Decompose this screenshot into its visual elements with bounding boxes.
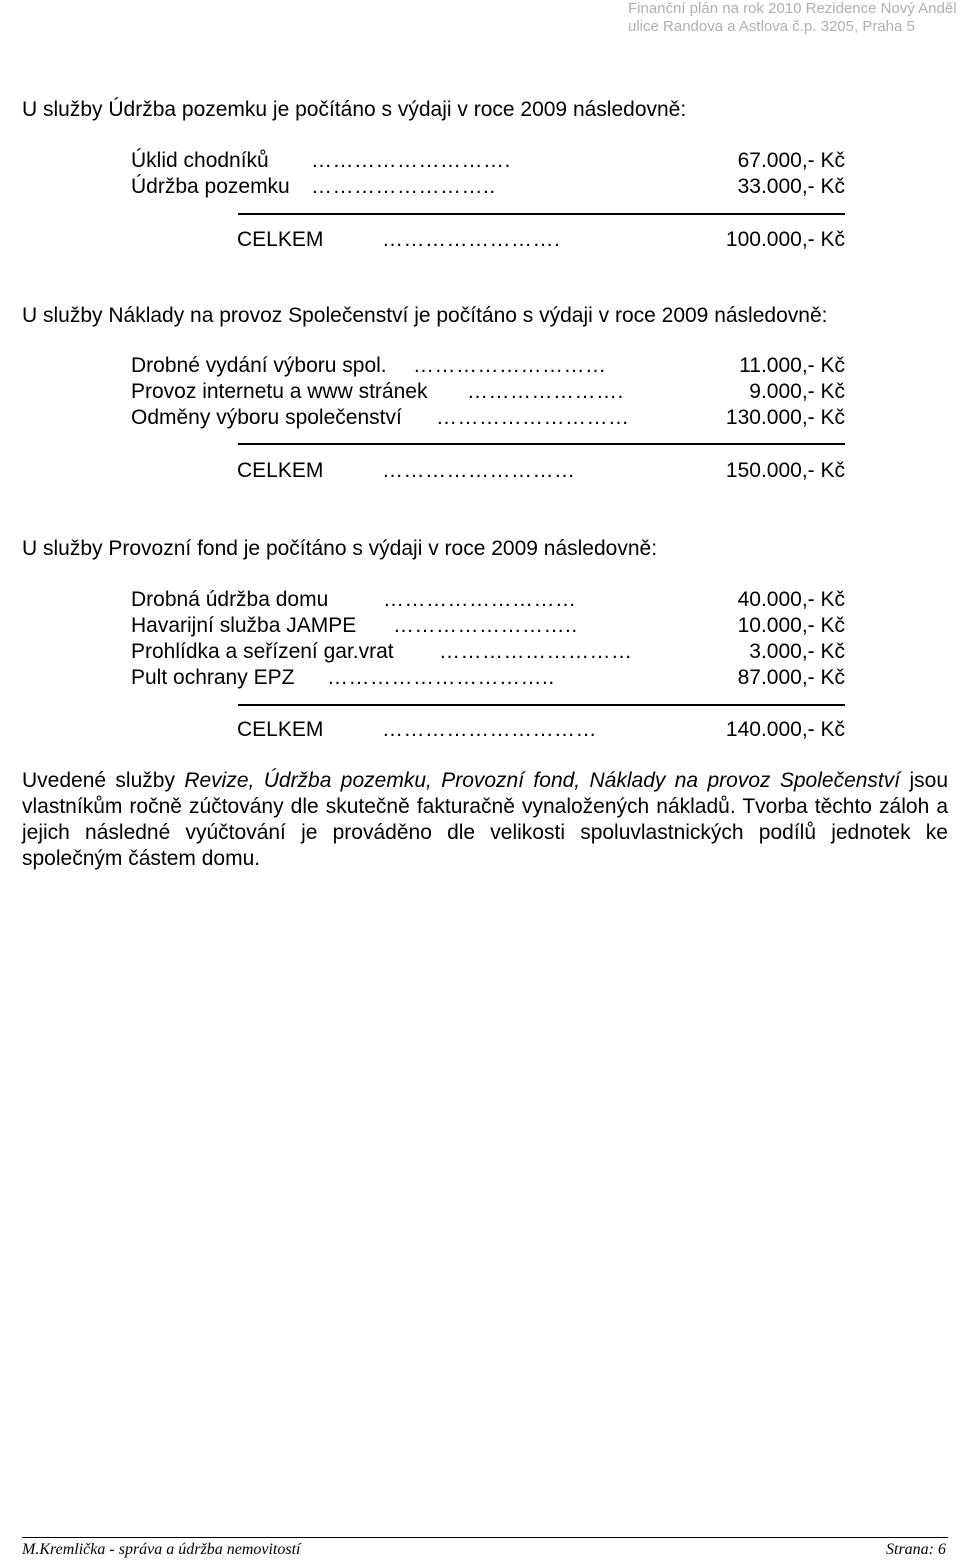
item-label: Údržba pozemku — [131, 175, 290, 198]
leader-dots: ……………………… — [436, 406, 630, 429]
item-value: 9.000,- Kč — [749, 380, 845, 403]
total-label: CELKEM — [237, 228, 324, 251]
line-item — [131, 353, 845, 379]
page-number: Strana: 6 — [886, 1541, 946, 1558]
item-label: Úklid chodníků — [131, 149, 269, 172]
leader-dots: ……………………… — [382, 459, 576, 482]
leader-dots: …………………. — [467, 380, 624, 403]
header-title: Finanční plán na rok 2010 Rezidence Nový Anděl — [628, 0, 957, 17]
item-label: Pult ochrany EPZ — [131, 666, 295, 689]
item-value: 40.000,- Kč — [737, 588, 845, 611]
leader-dots: ………………………….. — [327, 666, 555, 689]
item-value: 130.000,- Kč — [725, 406, 845, 429]
summary-paragraph — [22, 768, 948, 872]
item-label: Provoz internetu a www stránek — [131, 380, 428, 403]
line-item — [131, 379, 845, 405]
header-address: ulice Randova a Astlova č.p. 3205, Praha 5 — [628, 18, 915, 35]
paragraph-services-list: Revize, Údržba pozemku, Provozní fond, Náklady na provoz Společenství — [184, 769, 901, 792]
sum-rule — [238, 704, 845, 706]
paragraph-intro: Uvedené služby — [22, 769, 185, 792]
paragraph-body: jsou vlastníkům ročně zúčtovány dle skutečně fakturačně vynaložených nákladů. Tvorba těchto záloh a jejich následné vyúčtování je prováděno dle velikosti spoluvlastnických podílů jednotek ke společným částem domu. — [22, 769, 949, 870]
leader-dots: …………………….. — [311, 175, 496, 198]
item-label: Drobné vydání výboru spol. — [131, 354, 387, 377]
total-value: 140.000,- Kč — [725, 718, 845, 741]
line-item — [131, 148, 845, 174]
item-value: 3.000,- Kč — [749, 640, 845, 663]
line-item — [131, 613, 845, 639]
section-heading-spolecenstvi: U služby Náklady na provoz Společenství je počítáno s výdaji v roce 2009 následovně: — [22, 304, 828, 327]
total-row — [237, 717, 845, 743]
leader-dots: ……………………… — [383, 588, 577, 611]
sum-rule — [238, 213, 845, 215]
line-item — [131, 174, 845, 200]
line-item — [131, 405, 845, 431]
total-value: 150.000,- Kč — [725, 459, 845, 482]
item-value: 67.000,- Kč — [737, 149, 845, 172]
leader-dots: ……………………… — [413, 354, 607, 377]
leader-dots: ……………………… — [439, 640, 633, 663]
total-label: CELKEM — [237, 718, 324, 741]
item-label: Havarijní služba JAMPE — [131, 614, 357, 637]
total-row — [237, 227, 845, 253]
leader-dots: ……………………. — [382, 228, 561, 251]
total-label: CELKEM — [237, 459, 324, 482]
section-heading-pozemek: U služby Údržba pozemku je počítáno s výdaji v roce 2009 následovně: — [22, 98, 687, 121]
item-label: Prohlídka a seřízení gar.vrat — [131, 640, 394, 663]
leader-dots: ………………………. — [311, 149, 511, 172]
total-row — [237, 458, 845, 484]
item-value: 33.000,- Kč — [737, 175, 845, 198]
total-value: 100.000,- Kč — [725, 228, 845, 251]
section-heading-provozni-fond: U služby Provozní fond je počítáno s výdaji v roce 2009 následovně: — [22, 537, 658, 560]
item-value: 87.000,- Kč — [737, 666, 845, 689]
leader-dots: …………………….. — [393, 614, 578, 637]
footer-author: M.Kremlička - správa a údržba nemovitostí — [22, 1541, 301, 1558]
sum-rule — [238, 443, 845, 445]
footer-rule — [22, 1537, 948, 1538]
item-value: 11.000,- Kč — [739, 354, 845, 377]
line-item — [131, 665, 845, 691]
leader-dots: ………………………… — [382, 718, 597, 741]
line-item — [131, 639, 845, 665]
item-label: Odměny výboru společenství — [131, 406, 402, 429]
item-label: Drobná údržba domu — [131, 588, 329, 611]
line-item — [131, 587, 845, 613]
item-value: 10.000,- Kč — [737, 614, 845, 637]
